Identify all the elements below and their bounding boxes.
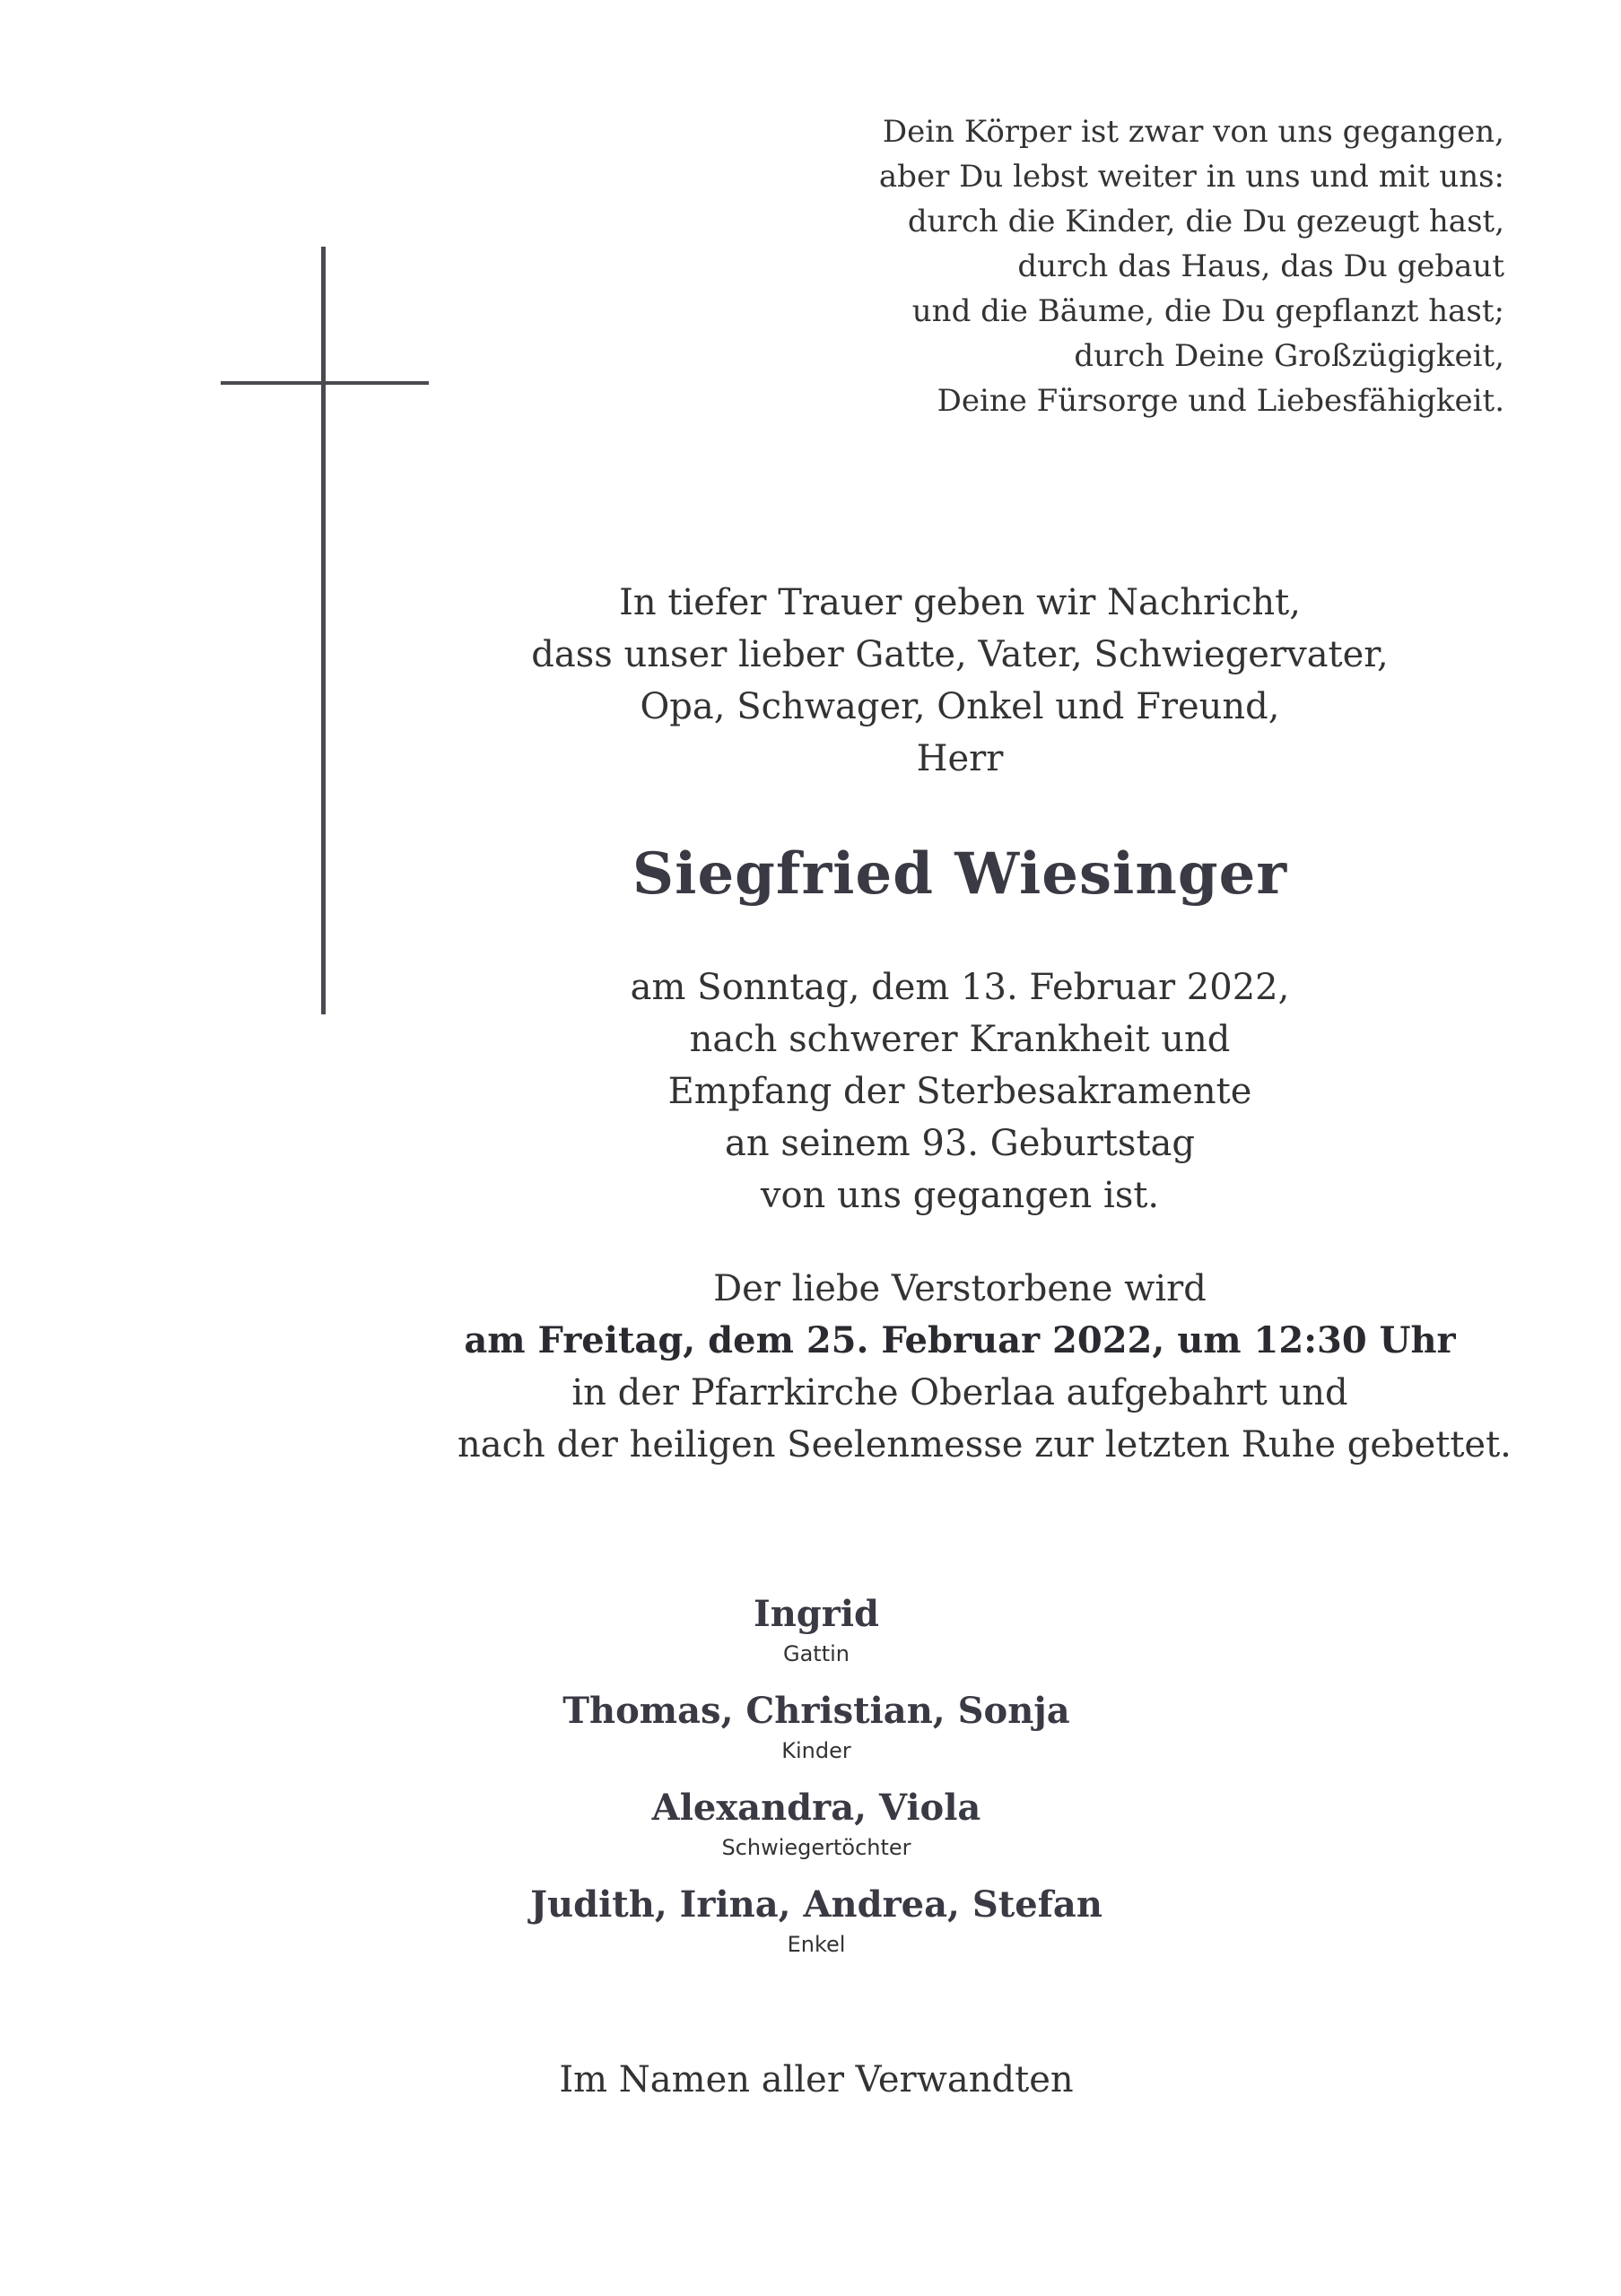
announcement-line: In tiefer Trauer geben wir Nachricht, bbox=[619, 582, 1301, 623]
verse-line: durch die Kinder, die Du gezeugt hast, bbox=[907, 204, 1504, 239]
announcement-line: dass unser lieber Gatte, Vater, Schwiegervater, bbox=[531, 634, 1389, 675]
verse-line: aber Du lebst weiter in uns und mit uns: bbox=[878, 159, 1504, 195]
deceased-name: Siegfried Wiesinger bbox=[632, 840, 1288, 908]
cross-horizontal-bar bbox=[221, 381, 429, 385]
mourner-role: Schwiegertöchter bbox=[721, 1835, 911, 1860]
funeral-line: in der Pfarrkirche Oberlaa aufgebahrt und bbox=[571, 1372, 1348, 1413]
mourner-names: Judith, Irina, Andrea, Stefan bbox=[530, 1883, 1102, 1926]
announcement-text bbox=[458, 577, 1462, 785]
verse-line: Deine Fürsorge und Liebesfähigkeit. bbox=[937, 383, 1504, 419]
mourners-list bbox=[422, 1589, 1211, 1977]
verse-line: durch das Haus, das Du gebaut bbox=[1017, 248, 1504, 284]
announcement-line: Opa, Schwager, Onkel und Freund, bbox=[640, 686, 1280, 727]
mourner-names: Ingrid bbox=[754, 1593, 879, 1635]
death-details bbox=[458, 961, 1462, 1222]
funeral-line: nach der heiligen Seelenmesse zur letzten Ruhe gebettet. bbox=[458, 1424, 1512, 1465]
announcement-line: Herr bbox=[916, 738, 1004, 779]
death-line: von uns gegangen ist. bbox=[760, 1175, 1160, 1216]
funeral-details bbox=[458, 1263, 1512, 1471]
mourner-names: Thomas, Christian, Sonja bbox=[562, 1690, 1070, 1732]
funeral-date-time: am Freitag, dem 25. Februar 2022, um 12:30 Uhr bbox=[464, 1319, 1456, 1361]
verse-line: Dein Körper ist zwar von uns gegangen, bbox=[882, 114, 1504, 150]
death-line: an seinem 93. Geburtstag bbox=[725, 1123, 1195, 1164]
cross-vertical-bar bbox=[321, 247, 326, 1014]
verse-line: durch Deine Großzügigkeit, bbox=[1074, 338, 1504, 374]
death-line: nach schwerer Krankheit und bbox=[689, 1019, 1231, 1060]
mourner-names: Alexandra, Viola bbox=[651, 1787, 981, 1829]
death-line: Empfang der Sterbesakramente bbox=[667, 1071, 1252, 1112]
funeral-line: Der liebe Verstorbene wird bbox=[713, 1268, 1207, 1309]
mourner-role: Gattin bbox=[782, 1641, 850, 1666]
death-line: am Sonntag, dem 13. Februar 2022, bbox=[630, 967, 1290, 1008]
verse-line: und die Bäume, die Du gepflanzt hast; bbox=[911, 293, 1504, 329]
mourner-role: Kinder bbox=[781, 1738, 851, 1763]
mourner-role: Enkel bbox=[787, 1932, 846, 1957]
memorial-verse bbox=[697, 109, 1504, 423]
signoff: Im Namen aller Verwandten bbox=[559, 2059, 1074, 2100]
